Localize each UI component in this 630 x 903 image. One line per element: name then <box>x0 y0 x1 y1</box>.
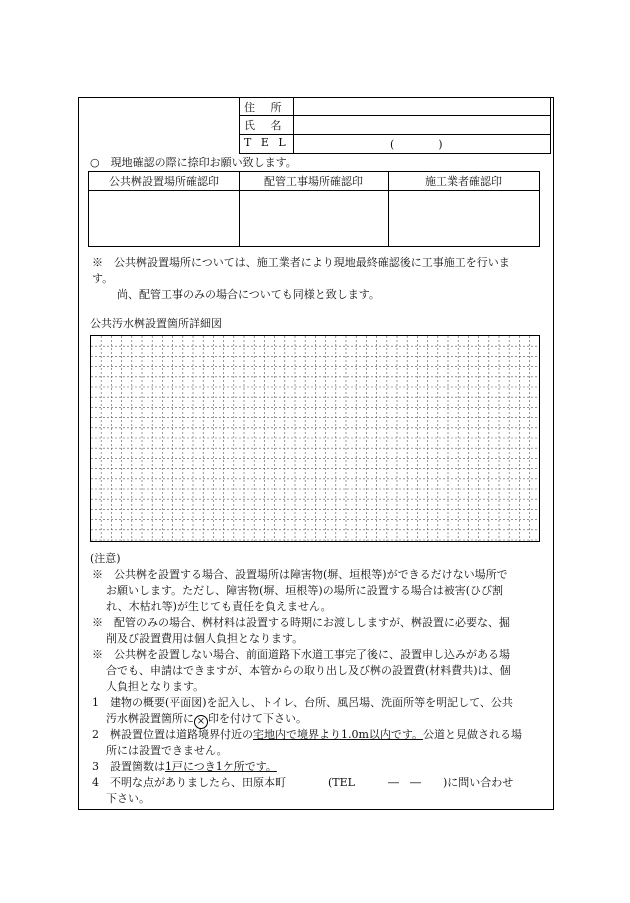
caution-line-1: ※ 公共桝を設置する場合、設置場所は障害物(塀、垣根等)ができるだけない場所で <box>92 568 508 581</box>
name-row <box>239 116 551 135</box>
stamp-header-3: 施工業者確認印 <box>425 175 502 188</box>
address-row <box>239 97 551 116</box>
note-line-3: 尚、配管工事のみの場合についても同様と致します。 <box>117 288 380 301</box>
stamp-header-2: 配管工事場所確認印 <box>264 175 363 188</box>
caution-item-1-cont: 汚水桝設置箇所に × 印を付けて下さい。 <box>106 712 307 727</box>
tel-label: T E L <box>244 136 289 149</box>
note-line-1: ※ 公共桝設置場所については、施工業者により現地最終確認後に工事施工を行いま <box>92 256 510 269</box>
grid-lines <box>91 336 539 541</box>
caution-line-7: 合でも、申請はできますが、本管からの取り出し及び桝の設置費(材料費共)は、個 <box>106 664 511 677</box>
caution-item-4: 4 不明な点がありましたら、田原本町 (TEL ― ― )に問い合わせ <box>92 776 514 789</box>
caution-heading: (注意) <box>90 552 121 565</box>
stamp-notice: ○ 現地確認の際に捺印お願い致します。 <box>90 156 297 169</box>
note-line-2: す。 <box>92 272 114 285</box>
detail-title: 公共汚水桝設置箇所詳細図 <box>90 317 222 330</box>
contact-table <box>239 97 551 155</box>
caution-item-2-cont: 所には設置できません。 <box>106 744 228 757</box>
caution-line-2: お願いします。ただし、障害物(塀、垣根等)の場所に設置する場合は被害(ひび割 <box>106 584 503 597</box>
caution-line-6: ※ 公共桝を設置しない場合、前面道路下水道工事完了後に、設置申し込みがある場 <box>92 648 510 661</box>
caution-item-2: 2 桝設置位置は道路境界付近の宅地内で境界より1.0m以内です。公道と見做される場 <box>92 728 523 741</box>
detail-grid <box>90 335 540 542</box>
caution-item-1: 1 建物の概要(平面図)を記入し、トイレ、台所、風呂場、洗面所等を明記して、公共 <box>92 696 513 709</box>
tel-row <box>239 135 551 154</box>
tel-parentheses: ( ) <box>390 138 443 151</box>
stamp-table <box>88 171 540 247</box>
circled-x-mark: × <box>194 715 208 729</box>
address-label: 住 所 <box>244 101 288 114</box>
name-label: 氏 名 <box>244 119 288 132</box>
caution-item-3: 3 設置箇数は1戸につき1ケ所です。 <box>92 760 277 773</box>
caution-line-5: 削及び設置費用は個人負担となります。 <box>106 632 304 645</box>
stamp-header-1: 公共桝設置場所確認印 <box>109 175 219 188</box>
caution-item-4-cont: 下さい。 <box>106 792 150 805</box>
caution-line-4: ※ 配管のみの場合、桝材料は設置する時期にお渡ししますが、桝設置に必要な、掘 <box>92 616 510 629</box>
caution-line-3: れ、木枯れ等)が生じても責任を負えません。 <box>106 600 332 613</box>
caution-line-8: 人負担となります。 <box>106 680 205 693</box>
